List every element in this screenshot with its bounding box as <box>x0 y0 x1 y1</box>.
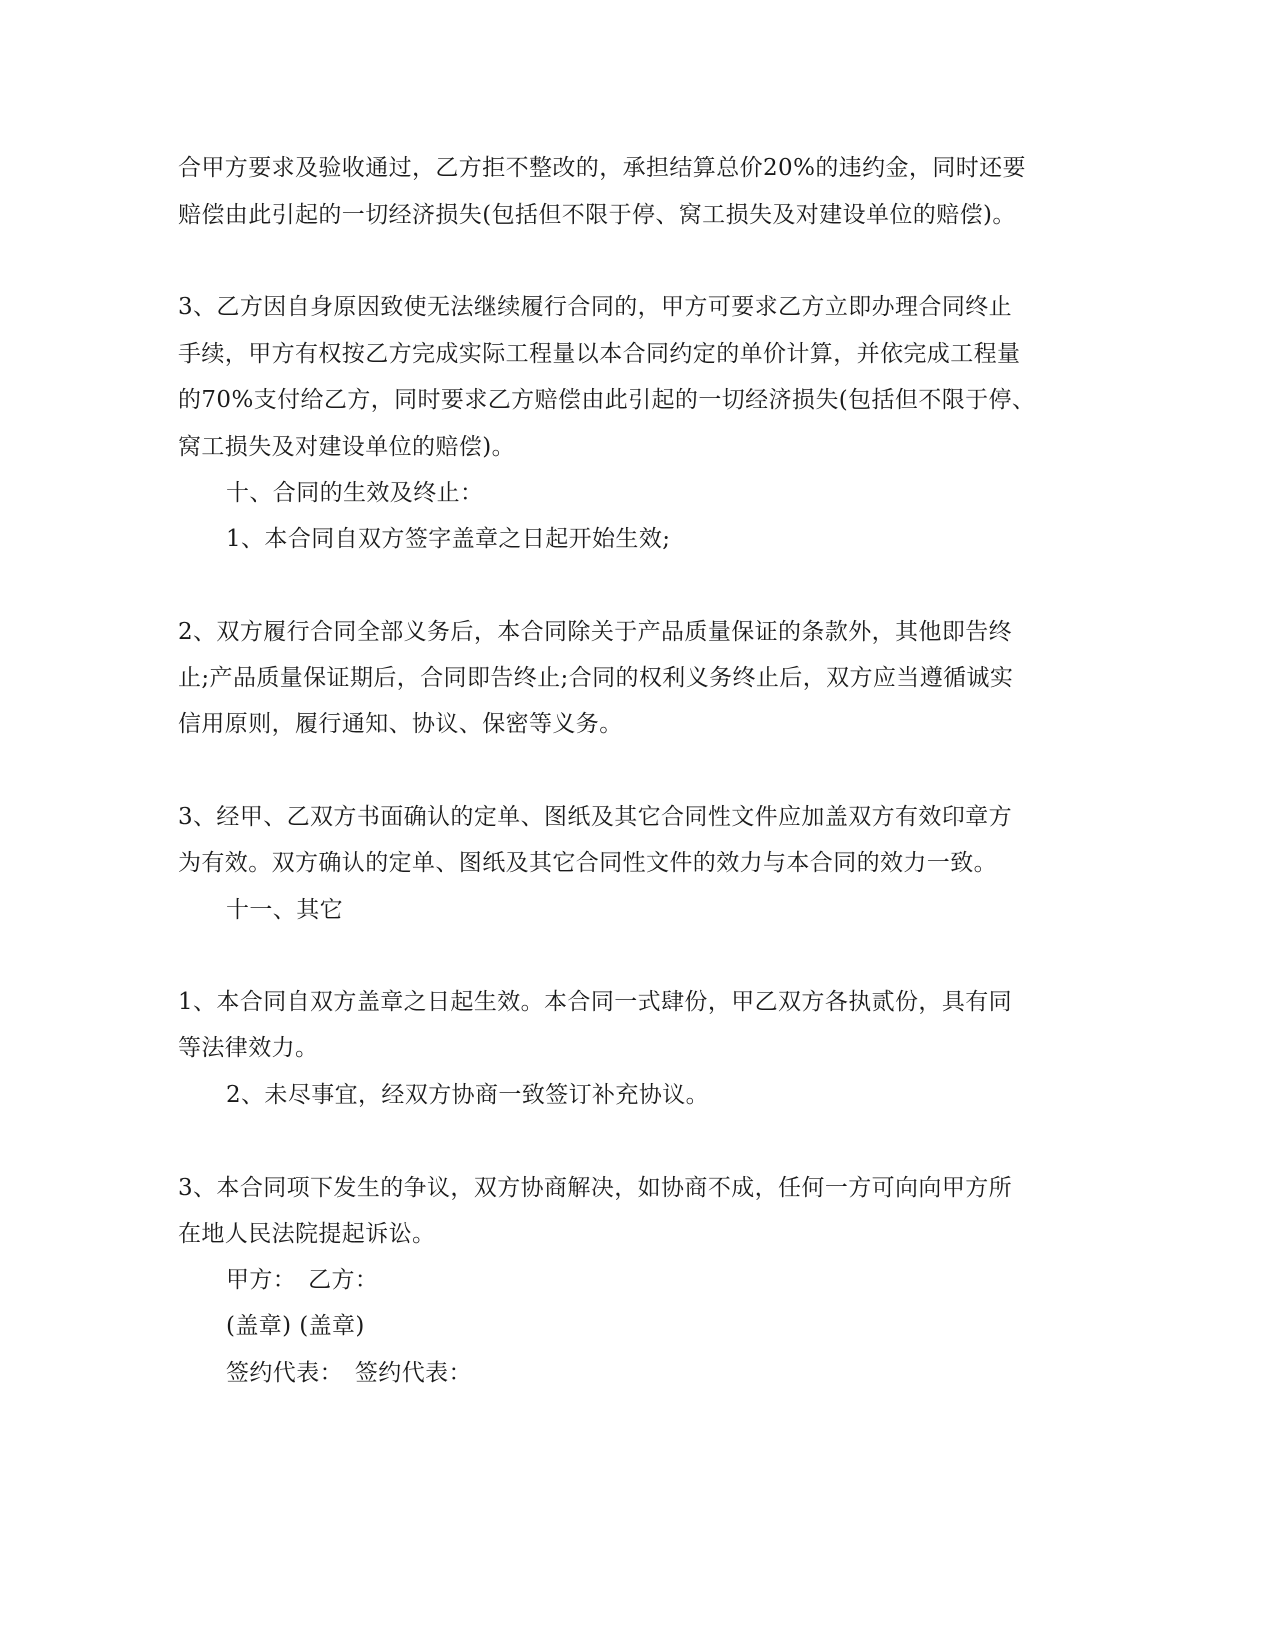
paragraph-line: 窝工损失及对建设单位的赔偿)。 <box>178 434 515 460</box>
signature-representative-labels: 签约代表： 签约代表： <box>226 1360 472 1386</box>
paragraph-line: 的70%支付给乙方，同时要求乙方赔偿由此引起的一切经济损失(包括但不限于停、 <box>178 387 1036 413</box>
paragraph-line: 等法律效力。 <box>178 1035 319 1061</box>
paragraph-line: 1、本合同自双方签字盖章之日起开始生效; <box>226 526 671 552</box>
paragraph-line: 止;产品质量保证期后，合同即告终止;合同的权利义务终止后，双方应当遵循诚实 <box>178 665 1014 691</box>
paragraph-line: 在地人民法院提起诉讼。 <box>178 1221 436 1247</box>
paragraph-line: 1、本合同自双方盖章之日起生效。本合同一式肆份，甲乙双方各执贰份，具有同 <box>178 989 1013 1015</box>
paragraph-line: 3、经甲、乙双方书面确认的定单、图纸及其它合同性文件应加盖双方有效印章方 <box>178 804 1013 830</box>
signature-seal-labels: (盖章) (盖章) <box>226 1313 365 1339</box>
paragraph-line: 3、本合同项下发生的争议，双方协商解决，如协商不成，任何一方可向向甲方所 <box>178 1175 1013 1201</box>
signature-party-labels: 甲方： 乙方： <box>226 1267 379 1293</box>
paragraph-line: 手续，甲方有权按乙方完成实际工程量以本合同约定的单价计算，并依完成工程量 <box>178 341 1021 367</box>
paragraph-line: 2、双方履行合同全部义务后，本合同除关于产品质量保证的条款外，其他即告终 <box>178 619 1013 645</box>
paragraph-line: 2、未尽事宜，经双方协商一致签订补充协议。 <box>226 1082 710 1108</box>
section-heading: 十一、其它 <box>226 897 343 923</box>
paragraph-line: 为有效。双方确认的定单、图纸及其它合同性文件的效力与本合同的效力一致。 <box>178 850 997 876</box>
paragraph-line: 信用原则，履行通知、协议、保密等义务。 <box>178 711 623 737</box>
paragraph-line: 赔偿由此引起的一切经济损失(包括但不限于停、窝工损失及对建设单位的赔偿)。 <box>178 202 1016 228</box>
paragraph-line: 合甲方要求及验收通过，乙方拒不整改的，承担结算总价20%的违约金，同时还要 <box>178 155 1026 181</box>
paragraph-line: 3、乙方因自身原因致使无法继续履行合同的，甲方可要求乙方立即办理合同终止 <box>178 294 1013 320</box>
section-heading: 十、合同的生效及终止： <box>226 480 484 506</box>
